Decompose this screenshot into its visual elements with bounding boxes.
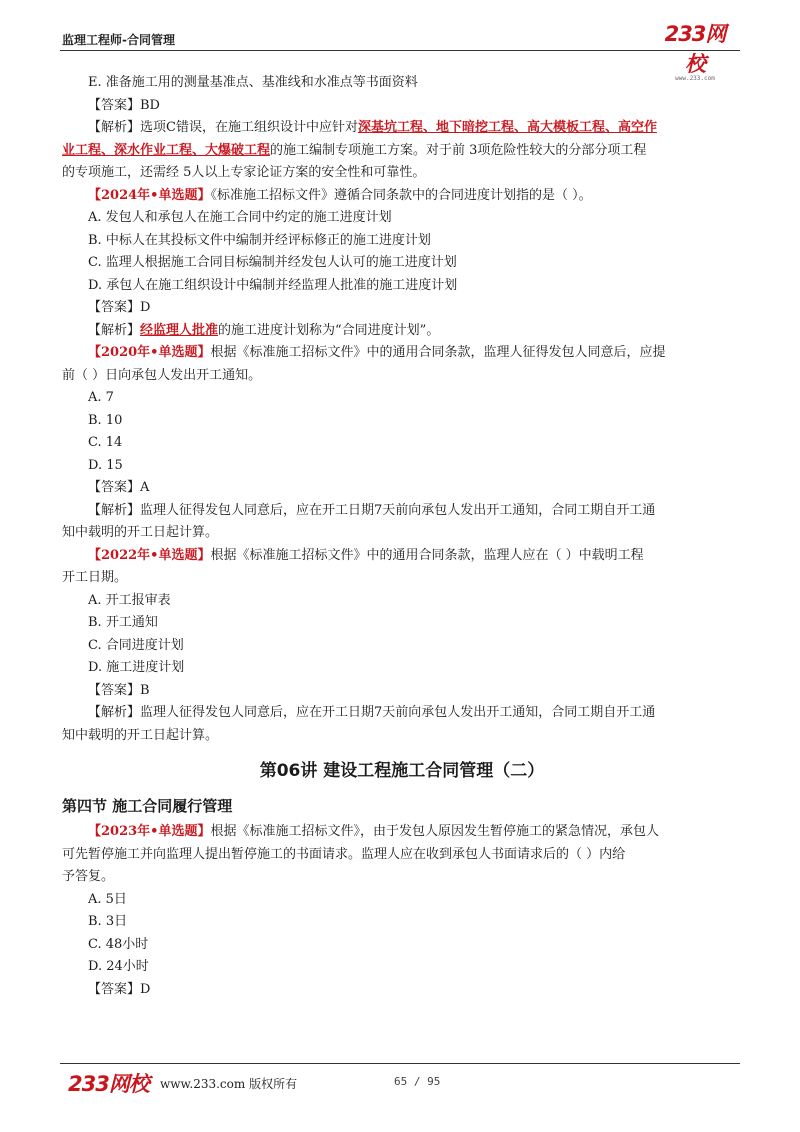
text-segment: 前（ ）日向承包人发出开工通知。: [62, 367, 262, 383]
text-segment: 知中载明的开工日起计算。: [62, 525, 219, 540]
text-line: [62, 635, 742, 658]
logo-text: 233网校: [664, 22, 726, 76]
highlighted-text: 深基坑工程、地下暗挖工程、高大模板工程、高空作: [357, 120, 657, 135]
text-line: [62, 117, 742, 140]
page-number: 65 / 95: [394, 1075, 441, 1088]
text-line: [62, 657, 742, 680]
text-segment: B. 10: [88, 412, 123, 428]
text-segment: 【答案】BD: [88, 97, 160, 113]
text-segment: 知中载明的开工日起计算。: [62, 727, 219, 743]
text-segment: 【解析】: [88, 322, 141, 338]
footer-divider: [60, 1063, 740, 1064]
text-line: [62, 911, 742, 934]
document-body: [62, 72, 742, 1001]
text-line: [62, 297, 742, 320]
text-segment: C. 14: [88, 435, 123, 450]
text-line: [62, 934, 742, 957]
text-segment: C. 48小时: [88, 936, 149, 952]
text-segment: B. 开工通知: [88, 615, 158, 630]
text-line: [62, 590, 742, 613]
text-segment: 可先暂停施工并向监理人提出暂停施工的书面请求。监理人应在收到承包人书面请求后的（ ）内给: [62, 846, 626, 862]
text-line: [62, 702, 742, 725]
text-segment: D. 承包人在施工组织设计中编制并经监理人批准的施工进度计划: [88, 277, 458, 293]
header-divider: [60, 50, 740, 51]
text-line: [62, 275, 742, 298]
text-line: [62, 500, 742, 523]
text-segment: 【答案】D: [88, 300, 151, 315]
text-segment: 的施工进度计划称为“合同进度计划”。: [218, 322, 440, 338]
question-tag: 【2022年•单选题】: [88, 547, 211, 563]
text-line: [62, 725, 742, 748]
text-line: [62, 545, 742, 568]
lecture-heading: 第06讲 建设工程施工合同管理（二）: [259, 761, 545, 781]
text-segment: 的专项施工，还需经 5人以上专家论证方案的安全性和可靠性。: [62, 165, 426, 180]
text-segment: 开工日期。: [62, 570, 128, 585]
section-heading: 第四节 施工合同履行管理: [62, 797, 233, 815]
text-line: [62, 342, 742, 365]
text-segment: D. 15: [88, 457, 123, 473]
text-line: [62, 889, 742, 912]
text-segment: D. 24小时: [88, 959, 149, 974]
question-tag: 【2024年•单选题】: [88, 187, 211, 203]
text-segment: 【解析】选项C错误，在施工组织设计中应针对: [88, 120, 358, 135]
text-segment: C. 合同进度计划: [88, 637, 184, 653]
question-tag: 【2023年•单选题】: [88, 824, 211, 839]
text-segment: 根据《标准施工招标文件》中的通用合同条款，监理人应在（ ）中载明工程: [210, 547, 644, 563]
text-line: [62, 230, 742, 253]
text-line: [62, 387, 742, 410]
text-segment: A. 5日: [88, 891, 127, 907]
text-line: [62, 956, 742, 979]
footer-copyright: www.233.com 版权所有: [160, 1077, 298, 1091]
header-title: 监理工程师-合同管理: [62, 33, 175, 47]
text-line: [62, 162, 742, 185]
logo-url: www.233.com: [675, 75, 715, 82]
text-segment: A. 7: [88, 390, 114, 405]
text-segment: 【解析】监理人征得发包人同意后，应在开工日期7天前向承包人发出开工通知，合同工期自开工通: [88, 502, 656, 518]
text-segment: B. 3日: [88, 914, 128, 929]
text-line: [62, 866, 742, 889]
text-segment: 予答复。: [62, 869, 115, 884]
text-line: [62, 821, 742, 844]
text-segment: 【答案】B: [88, 682, 150, 698]
text-segment: 【答案】A: [88, 480, 150, 495]
text-segment: 的施工编制专项施工方案。对于前 3项危险性较大的分部分项工程: [270, 142, 647, 158]
text-line: [62, 72, 742, 95]
text-line: [62, 365, 742, 388]
text-line: [62, 410, 742, 433]
text-line: [62, 207, 742, 230]
text-line: [62, 612, 742, 635]
text-line: [62, 320, 742, 343]
text-line: [62, 844, 742, 867]
text-line: [62, 979, 742, 1002]
text-line: [62, 455, 742, 478]
text-line: [62, 140, 742, 163]
footer-logo: 233网校: [68, 1072, 149, 1096]
text-segment: A. 发包人和承包人在施工合同中约定的施工进度计划: [88, 210, 392, 225]
text-segment: 根据《标准施工招标文件》，由于发包人原因发生暂停施工的紧急情况，承包人: [210, 824, 660, 839]
text-line: [62, 432, 742, 455]
question-block-1: [62, 72, 742, 747]
text-segment: A. 开工报审表: [88, 592, 171, 608]
text-segment: D. 施工进度计划: [88, 660, 185, 675]
text-segment: 【答案】D: [88, 981, 151, 997]
text-line: [62, 252, 742, 275]
text-line: [62, 567, 742, 590]
question-tag: 【2020年•单选题】: [88, 345, 211, 360]
text-line: [62, 95, 742, 118]
text-segment: C. 监理人根据施工合同目标编制并经发包人认可的施工进度计划: [88, 255, 457, 270]
text-line: [62, 680, 742, 703]
text-segment: E. 准备施工用的测量基准点、基准线和水准点等书面资料: [88, 75, 418, 90]
text-segment: 根据《标准施工招标文件》中的通用合同条款，监理人征得发包人同意后，应提: [210, 345, 666, 360]
text-line: [62, 477, 742, 500]
text-segment: 《标准施工招标文件》遵循合同条款中的合同进度计划指的是（ ）。: [210, 187, 592, 203]
text-segment: B. 中标人在其投标文件中编制并经评标修正的施工进度计划: [88, 232, 431, 248]
highlighted-text: 业工程、深水作业工程、大爆破工程: [62, 142, 271, 158]
text-line: [62, 185, 742, 208]
text-line: [62, 522, 742, 545]
text-segment: 【解析】监理人征得发包人同意后，应在开工日期7天前向承包人发出开工通知，合同工期自开工通: [88, 705, 656, 720]
question-block-2: [62, 821, 742, 1001]
highlighted-text: 经监理人批准: [140, 322, 219, 338]
